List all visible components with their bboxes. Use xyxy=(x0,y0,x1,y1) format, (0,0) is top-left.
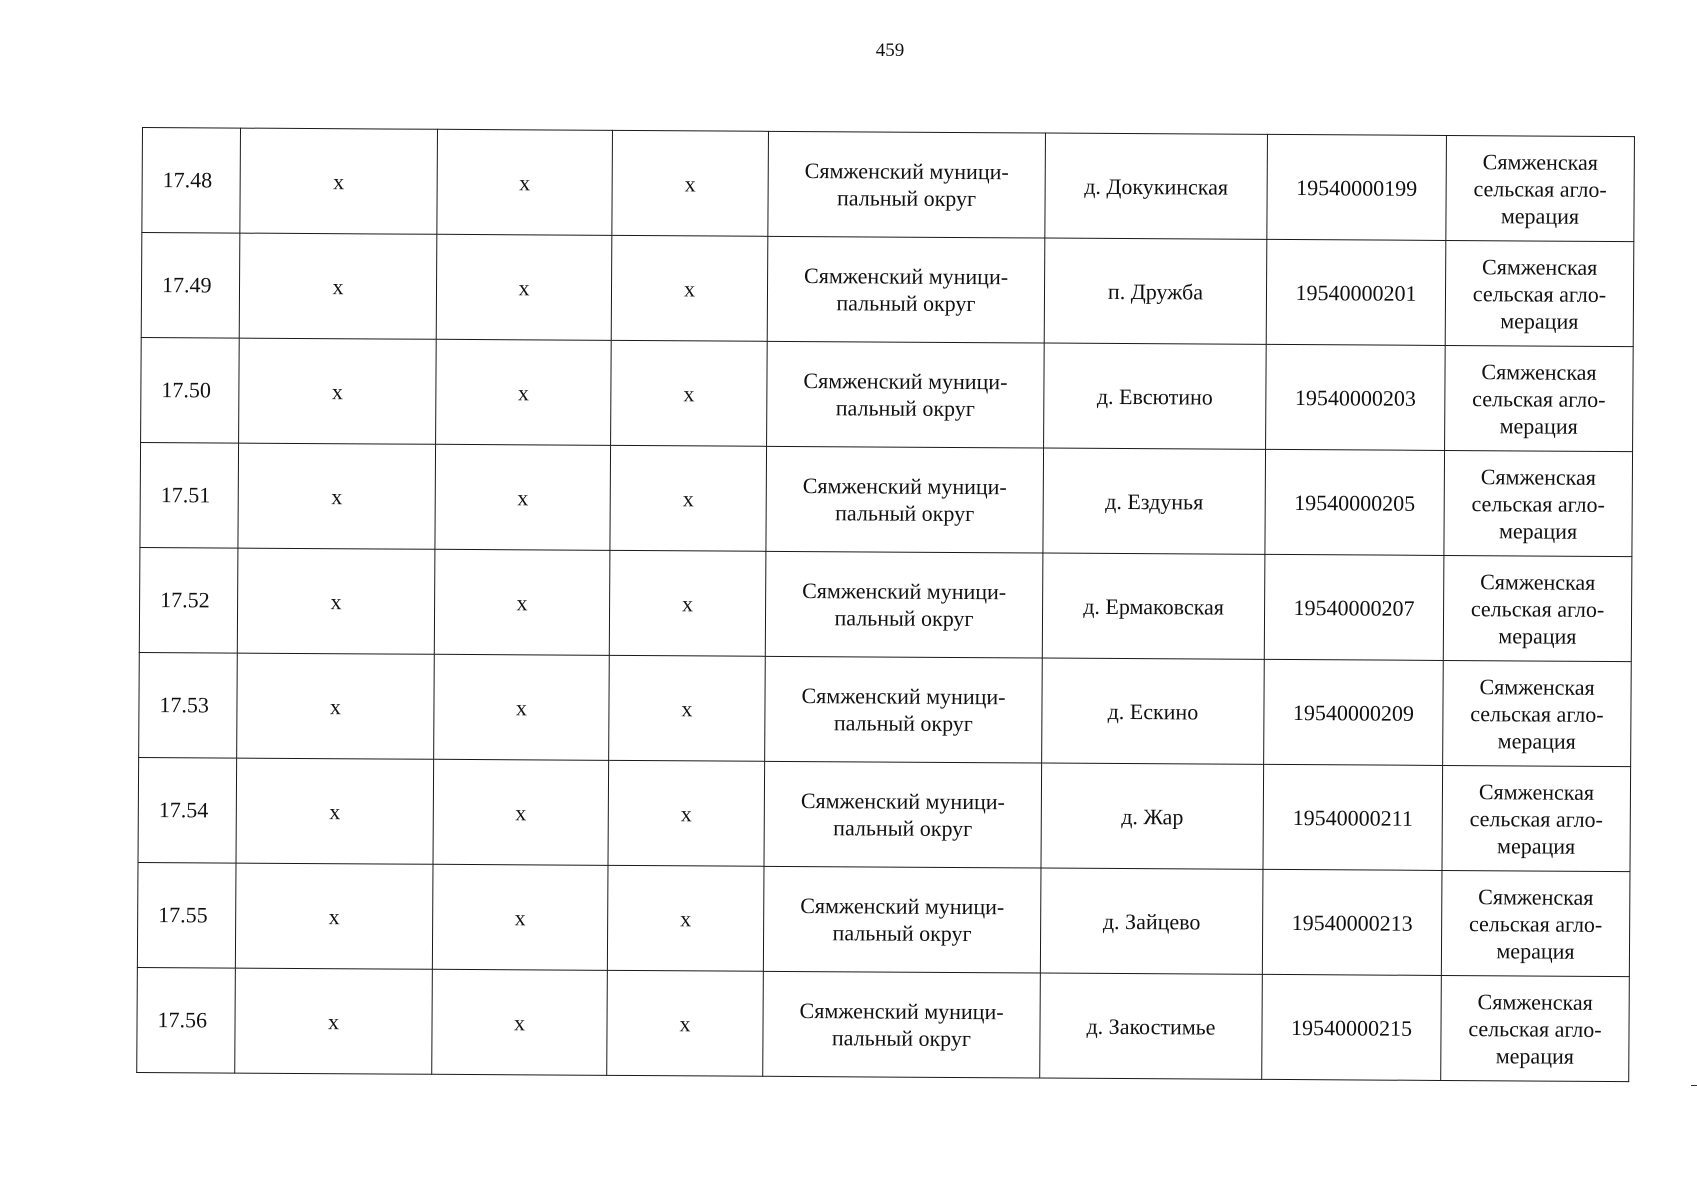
district-cell: Сямженский муници-пальный округ xyxy=(765,551,1043,658)
mark-cell: х xyxy=(610,445,767,551)
mark-cell: х xyxy=(607,970,764,1076)
table-row xyxy=(141,233,1634,347)
row-number-cell: 17.55 xyxy=(137,862,236,968)
locality-cell: д. Жар xyxy=(1041,763,1264,869)
code-cell: 19540000215 xyxy=(1262,974,1442,1080)
district-cell: Сямженский муници-пальный округ xyxy=(764,761,1042,868)
mark-cell: х xyxy=(235,968,433,1074)
mark-cell: х xyxy=(612,130,769,236)
locality-cell: д. Ескино xyxy=(1042,658,1265,764)
table-body xyxy=(137,128,1635,1082)
locality-cell: д. Зайцево xyxy=(1040,868,1263,974)
table-row xyxy=(137,967,1630,1081)
table-row xyxy=(137,862,1630,976)
mark-cell: х xyxy=(432,969,608,1075)
mark-cell: х xyxy=(434,654,610,760)
district-cell: Сямженский муници-пальный округ xyxy=(763,866,1041,973)
agglomeration-cell: Сямженская сельская агло-мерация xyxy=(1443,555,1632,661)
agglomeration-cell: Сямженская сельская агло-мерация xyxy=(1446,135,1635,241)
table-row xyxy=(142,128,1635,242)
mark-cell: х xyxy=(238,443,436,549)
row-number-cell: 17.54 xyxy=(138,757,237,863)
agglomeration-cell: Сямженская сельская агло-мерация xyxy=(1443,660,1632,766)
locality-cell: д. Евсютино xyxy=(1044,343,1267,449)
table-row xyxy=(139,652,1632,766)
locality-cell: д. Докукинская xyxy=(1045,133,1268,239)
mark-cell: х xyxy=(435,444,611,550)
margin-mark xyxy=(1691,1085,1697,1086)
mark-cell: х xyxy=(609,655,766,761)
row-number-cell: 17.49 xyxy=(141,233,240,339)
district-cell: Сямженский муници-пальный округ xyxy=(767,236,1045,343)
mark-cell: х xyxy=(235,863,433,969)
locality-cell: д. Закостимье xyxy=(1040,973,1263,1079)
code-cell: 19540000199 xyxy=(1267,134,1447,240)
row-number-cell: 17.52 xyxy=(139,547,238,653)
district-cell: Сямженский муници-пальный округ xyxy=(768,131,1046,238)
page-number: 459 xyxy=(875,40,905,61)
code-cell: 19540000211 xyxy=(1263,764,1443,870)
mark-cell: х xyxy=(432,864,608,970)
mark-cell: х xyxy=(239,233,437,339)
locality-cell: д. Ермаковская xyxy=(1042,553,1265,659)
table-row xyxy=(141,337,1634,451)
district-cell: Сямженский муници-пальный округ xyxy=(767,341,1045,448)
table-row xyxy=(138,757,1631,871)
district-cell: Сямженский муници-пальный округ xyxy=(763,971,1041,1078)
mark-cell: х xyxy=(607,865,764,971)
district-cell: Сямженский муници-пальный округ xyxy=(765,656,1043,763)
mark-cell: х xyxy=(433,759,609,865)
table-row xyxy=(139,547,1632,661)
agglomeration-cell: Сямженская сельская агло-мерация xyxy=(1445,240,1634,346)
district-cell: Сямженский муници-пальный округ xyxy=(766,446,1044,553)
mark-cell: х xyxy=(608,760,765,866)
settlements-table-wrapper xyxy=(136,127,1634,1082)
row-number-cell: 17.50 xyxy=(141,337,240,443)
mark-cell: х xyxy=(237,548,435,654)
mark-cell: х xyxy=(239,338,437,444)
mark-cell: х xyxy=(609,550,766,656)
row-number-cell: 17.51 xyxy=(140,442,239,548)
mark-cell: х xyxy=(436,339,612,445)
mark-cell: х xyxy=(611,340,768,446)
code-cell: 19540000201 xyxy=(1266,239,1446,345)
mark-cell: х xyxy=(236,758,434,864)
agglomeration-cell: Сямженская сельская агло-мерация xyxy=(1445,345,1634,451)
locality-cell: д. Ездунья xyxy=(1043,448,1266,554)
row-number-cell: 17.53 xyxy=(139,652,238,758)
code-cell: 19540000205 xyxy=(1265,449,1445,555)
mark-cell: х xyxy=(611,235,768,341)
mark-cell: х xyxy=(434,549,610,655)
mark-cell: х xyxy=(436,234,612,340)
code-cell: 19540000209 xyxy=(1264,659,1444,765)
code-cell: 19540000203 xyxy=(1266,344,1446,450)
settlements-table xyxy=(136,127,1635,1082)
agglomeration-cell: Сямженская сельская агло-мерация xyxy=(1441,870,1630,976)
mark-cell: х xyxy=(240,128,438,234)
locality-cell: п. Дружба xyxy=(1044,238,1267,344)
mark-cell: х xyxy=(237,653,435,759)
agglomeration-cell: Сямженская сельская агло-мерация xyxy=(1442,765,1631,871)
agglomeration-cell: Сямженская сельская агло-мерация xyxy=(1441,975,1630,1081)
table-row xyxy=(140,442,1633,556)
code-cell: 19540000207 xyxy=(1264,554,1444,660)
agglomeration-cell: Сямженская сельская агло-мерация xyxy=(1444,450,1633,556)
row-number-cell: 17.48 xyxy=(142,128,241,234)
code-cell: 19540000213 xyxy=(1262,869,1442,975)
mark-cell: х xyxy=(437,129,613,235)
row-number-cell: 17.56 xyxy=(137,967,236,1073)
